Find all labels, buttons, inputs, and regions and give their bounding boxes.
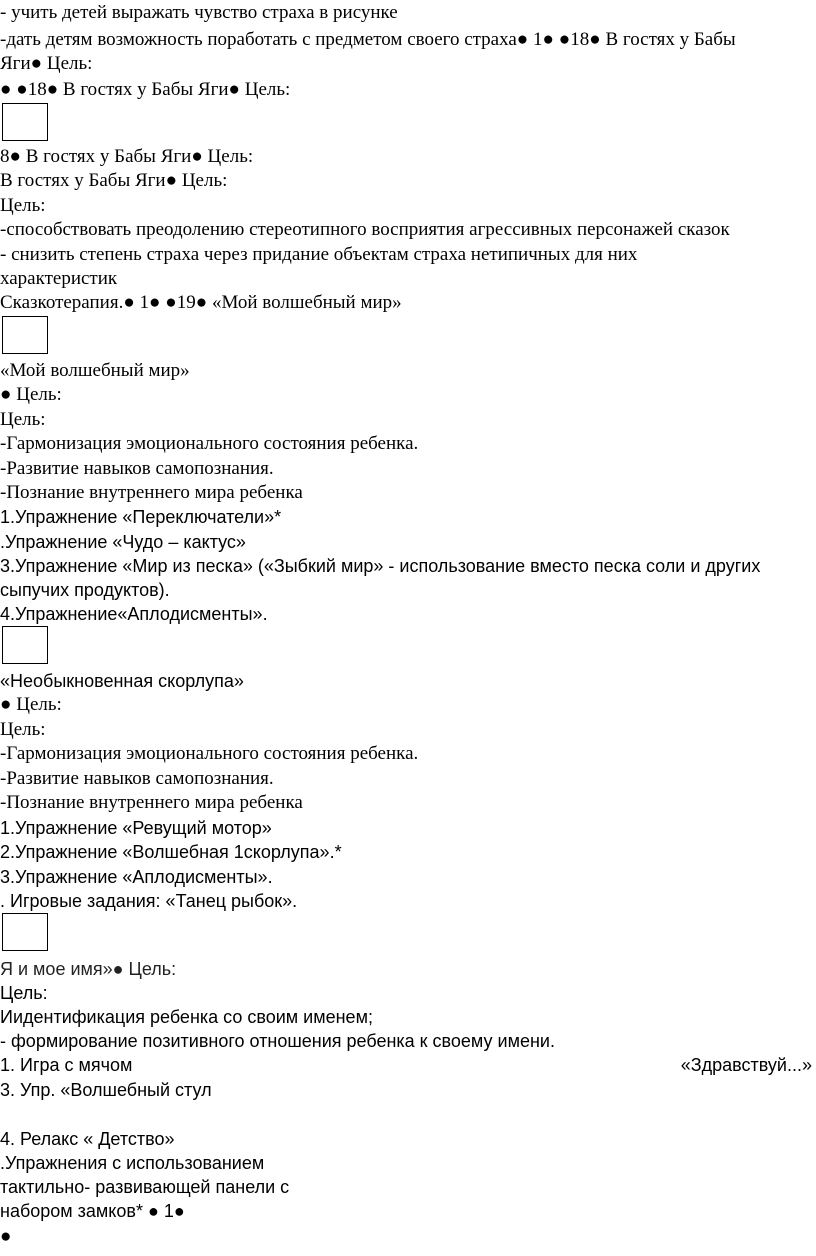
text-line: Иидентификация ребенка со своим именем; xyxy=(0,1007,373,1027)
image-placeholder xyxy=(2,913,48,951)
text-line: -дать детям возможность поработать с предметом своего страха● 1● ●18● В гостях у Бабы xyxy=(0,29,736,50)
text-line: -Гармонизация эмоционального состояния ребенка. xyxy=(0,743,419,764)
image-placeholder xyxy=(2,316,48,354)
section-title: «Мой волшебный мир» xyxy=(0,360,190,381)
exercise-item: сыпучих продуктов). xyxy=(0,580,170,600)
text-line: В гостях у Бабы Яги● Цель: xyxy=(0,170,228,191)
text-line: характеристик xyxy=(0,268,118,289)
exercise-item: 2.Упражнение «Волшебная 1скорлупа».* xyxy=(0,842,342,862)
text-line: -Познание внутреннего мира ребенка xyxy=(0,482,303,503)
section-title: Я и мое имя»● Цель: xyxy=(0,959,177,979)
bullet-dot: ● xyxy=(0,1226,12,1247)
exercise-item: 1. Игра с мячом xyxy=(0,1055,133,1075)
text-line: -Познание внутреннего мира ребенка xyxy=(0,792,303,813)
section-goal-label: Цель: xyxy=(0,719,46,740)
exercise-item: 3. Упр. «Волшебный стул xyxy=(0,1080,212,1100)
exercise-item: 1.Упражнение «Переключатели»* xyxy=(0,507,282,527)
image-placeholder xyxy=(2,626,48,664)
section-goal-label: Цель: xyxy=(0,409,46,430)
text-line: -Гармонизация эмоционального состояния ребенка. xyxy=(0,433,419,454)
exercise-item: 3.Упражнение «Мир из песка» («Зыбкий мир» - использование вместо песка соли и других xyxy=(0,556,761,576)
image-placeholder xyxy=(2,103,48,141)
exercise-item: 1.Упражнение «Ревущий мотор» xyxy=(0,818,272,838)
exercise-item: 4. Релакс « Детство» xyxy=(0,1129,175,1149)
text-line: - формирование позитивного отношения ребенка к своему имени. xyxy=(0,1031,555,1051)
text-line: ● Цель: xyxy=(0,694,62,715)
text-line: -Развитие навыков самопознания. xyxy=(0,768,274,789)
text-line: 8● В гостях у Бабы Яги● Цель: xyxy=(0,146,254,167)
exercise-item: .Упражнение «Чудо – кактус» xyxy=(0,532,246,552)
exercise-item: . Игровые задания: «Танец рыбок». xyxy=(0,891,298,911)
text-line: Яги● Цель: xyxy=(0,53,93,74)
text-line: набором замков* ● 1● xyxy=(0,1201,185,1221)
section-goal-label: Цель: xyxy=(0,195,46,216)
exercise-item: 4.Упражнение«Аплодисменты». xyxy=(0,604,268,624)
section-title: «Необыкновенная скорлупа» xyxy=(0,671,244,691)
text-line: тактильно- развивающей панели с xyxy=(0,1177,290,1197)
exercise-item: 3.Упражнение «Аплодисменты». xyxy=(0,867,273,887)
text-line: - снизить степень страха через придание объектам страха нетипичных для них xyxy=(0,244,638,265)
text-line: - учить детей выражать чувство страха в рисунке xyxy=(0,2,398,23)
text-line: Сказкотерапия.● 1● ●19● «Мой волшебный мир» xyxy=(0,292,402,313)
text-line: ● Цель: xyxy=(0,384,62,405)
text-line: -способствовать преодолению стереотипного восприятия агрессивных персонажей сказок xyxy=(0,219,730,240)
greeting-item: «Здравствуй...» xyxy=(680,1055,812,1075)
section-goal-label: Цель: xyxy=(0,983,48,1003)
text-line: .Упражнения с использованием xyxy=(0,1153,265,1173)
text-line: -Развитие навыков самопознания. xyxy=(0,458,274,479)
text-line: ● ●18● В гостях у Бабы Яги● Цель: xyxy=(0,79,291,100)
